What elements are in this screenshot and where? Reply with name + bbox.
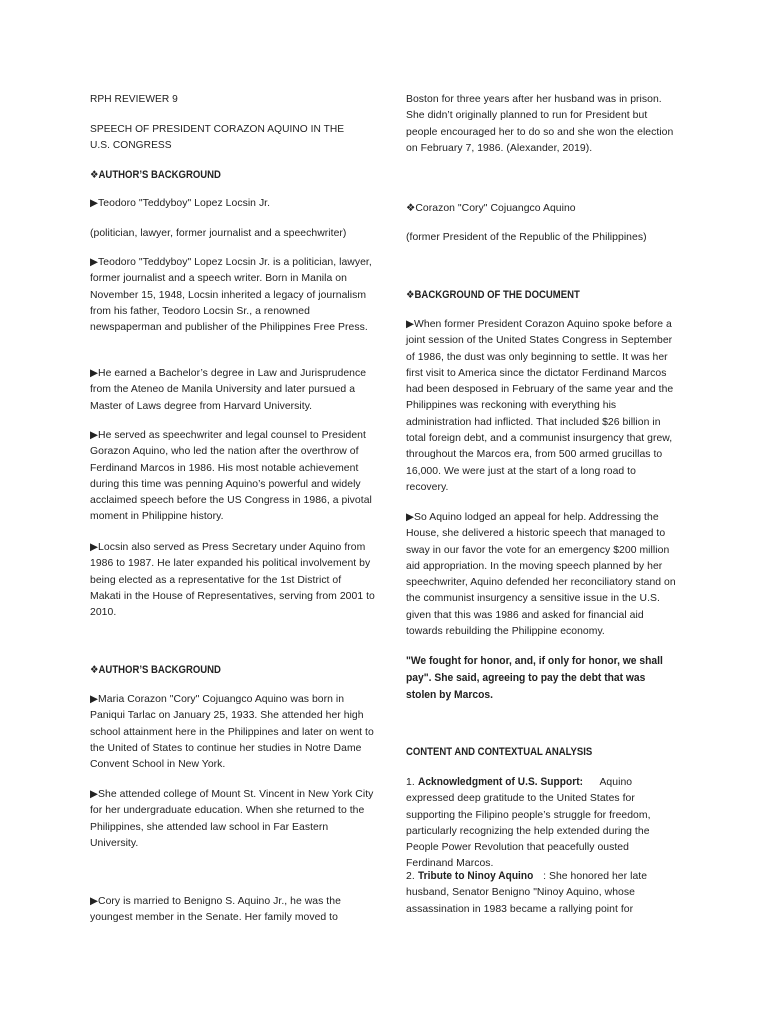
author-locsin-roles: (politician, lawyer, former journalist and a speechwriter): [90, 228, 347, 239]
paragraph-aquino-presidency: Boston for three years after her husband was in prison. She didn’t originally planned to run for President but people encouraged her to do so and she won the election on February 7, 1986. (Alexander, 2019).: [406, 94, 674, 154]
analysis-item-2-title: Tribute to Ninoy Aquino: [417, 870, 534, 882]
paragraph-aquino-college: ▶She attended college of Mount St. Vincent in New York City for her undergraduate education. When she returned to the Philippines, she attended law school in Far Eastern University.: [90, 789, 374, 849]
paragraph-aquino-marriage: ▶Cory is married to Benigno S. Aquino Jr., he was the youngest member in the Senate. Her family moved to: [90, 896, 341, 924]
paragraph-locsin-education: ▶He earned a Bachelor’s degree in Law and Jurisprudence from the Ateneo de Manila University and later pursued a Master of Laws degree from Harvard University.: [90, 368, 367, 412]
paragraph-appeal-for-help: ▶So Aquino lodged an appeal for help. Addressing the House, she delivered a historic speech that managed to sway in our favor the vote for an emergency $200 million aid appropriation. In the moving speech planned by her speechwriter, Aquino defended her reconciliatory stand on the communist insurgency a sensitive issue in the U.S. given that this was 1986 and asked for financial aid towards rebuilding the Philippine economy.: [406, 512, 676, 638]
analysis-item-2-text: : She honored her late husband, Senator Benigno "Ninoy Aquino, whose assassination in 1983 became a rallying point for: [406, 871, 648, 915]
paragraph-aquino-early-life: ▶Maria Corazon "Cory" Cojuangco Aquino was born in Paniqui Tarlac on January 25, 1933. She attended her high school attainment here in the Philippines and later on went to the United of States to continue her studies in Notre Dame Convent School in New York.: [90, 694, 374, 771]
analysis-item-1-number: 1.: [406, 777, 418, 788]
analysis-item-1: [406, 774, 678, 873]
authors-background-heading-1: ❖AUTHOR’S BACKGROUND: [90, 169, 221, 181]
paragraph-locsin-speechwriter: ▶He served as speechwriter and legal counsel to President Gorazon Aquino, who led the nation after the overthrow of Ferdinand Marcos in 1986. His most notable achievement during this time was penning Aquino’s powerful and widely acclaimed speech before the US Congress in 1986, a pivotal moment in Philippine history.: [90, 430, 372, 523]
paragraph-locsin-bio: ▶Teodoro "Teddyboy" Lopez Locsin Jr. is a politician, lawyer, former journalist and a speech writer. Born in Manila on November 15, 1948, Locsin inherited a legacy of journalism from his father, Teodoro Locsin Sr., a renowned newspaperman and publisher of the Philippines Free Press.: [90, 257, 372, 334]
document-background-heading: ❖BACKGROUND OF THE DOCUMENT: [406, 289, 580, 301]
author-locsin-name: ▶Teodoro "Teddyboy" Lopez Locsin Jr.: [90, 198, 271, 209]
analysis-item-2: [406, 868, 678, 918]
authors-background-heading-2: ❖AUTHOR’S BACKGROUND: [90, 664, 221, 676]
analysis-item-2-number: 2.: [406, 871, 418, 882]
paragraph-document-background: ▶When former President Corazon Aquino spoke before a joint session of the United States Congress in September of 1986, the dust was only beginning to settle. It was her first visit to America since the dictator Ferdinand Marcos had been desposed in February of the same year and the Philippines was reckoning with everything his administration had inflicted. That included $26 billion in total foreign debt, and a communist insurgency that grew, throughout the Marcos era, from 500 armed grucillas to 16,000. We were just at the start of a long road to recovery.: [406, 319, 674, 493]
reviewer-label: RPH REVIEWER 9: [90, 94, 178, 105]
honor-quote: "We fought for honor, and, if only for honor, we shall pay". She said, agreeing to pay the debt that was stolen by Marcos.: [406, 655, 663, 701]
paragraph-locsin-press-secretary: ▶Locsin also served as Press Secretary under Aquino from 1986 to 1987. He later expanded his political involvement by being elected as a representative for the 1st District of Makati in the House of Representatives, serving from 2001 to 2010.: [90, 542, 375, 619]
analysis-heading: CONTENT AND CONTEXTUAL ANALYSIS: [406, 746, 593, 758]
document-title: SPEECH OF PRESIDENT CORAZON AQUINO IN THE U.S. CONGRESS: [90, 124, 345, 152]
analysis-item-1-text: Aquino expressed deep gratitude to the United States for supporting the Filipino people’s struggle for freedom, particularly recognizing the help extended during the People Power Revolution that peacefully ousted Ferdinand Marcos.: [406, 777, 651, 870]
author-aquino-role: (former President of the Republic of the Philippines): [406, 232, 647, 243]
analysis-item-1-title: Acknowledgment of U.S. Support:: [417, 776, 583, 788]
author-aquino-name: ❖Corazon "Cory" Cojuangco Aquino: [406, 203, 576, 214]
